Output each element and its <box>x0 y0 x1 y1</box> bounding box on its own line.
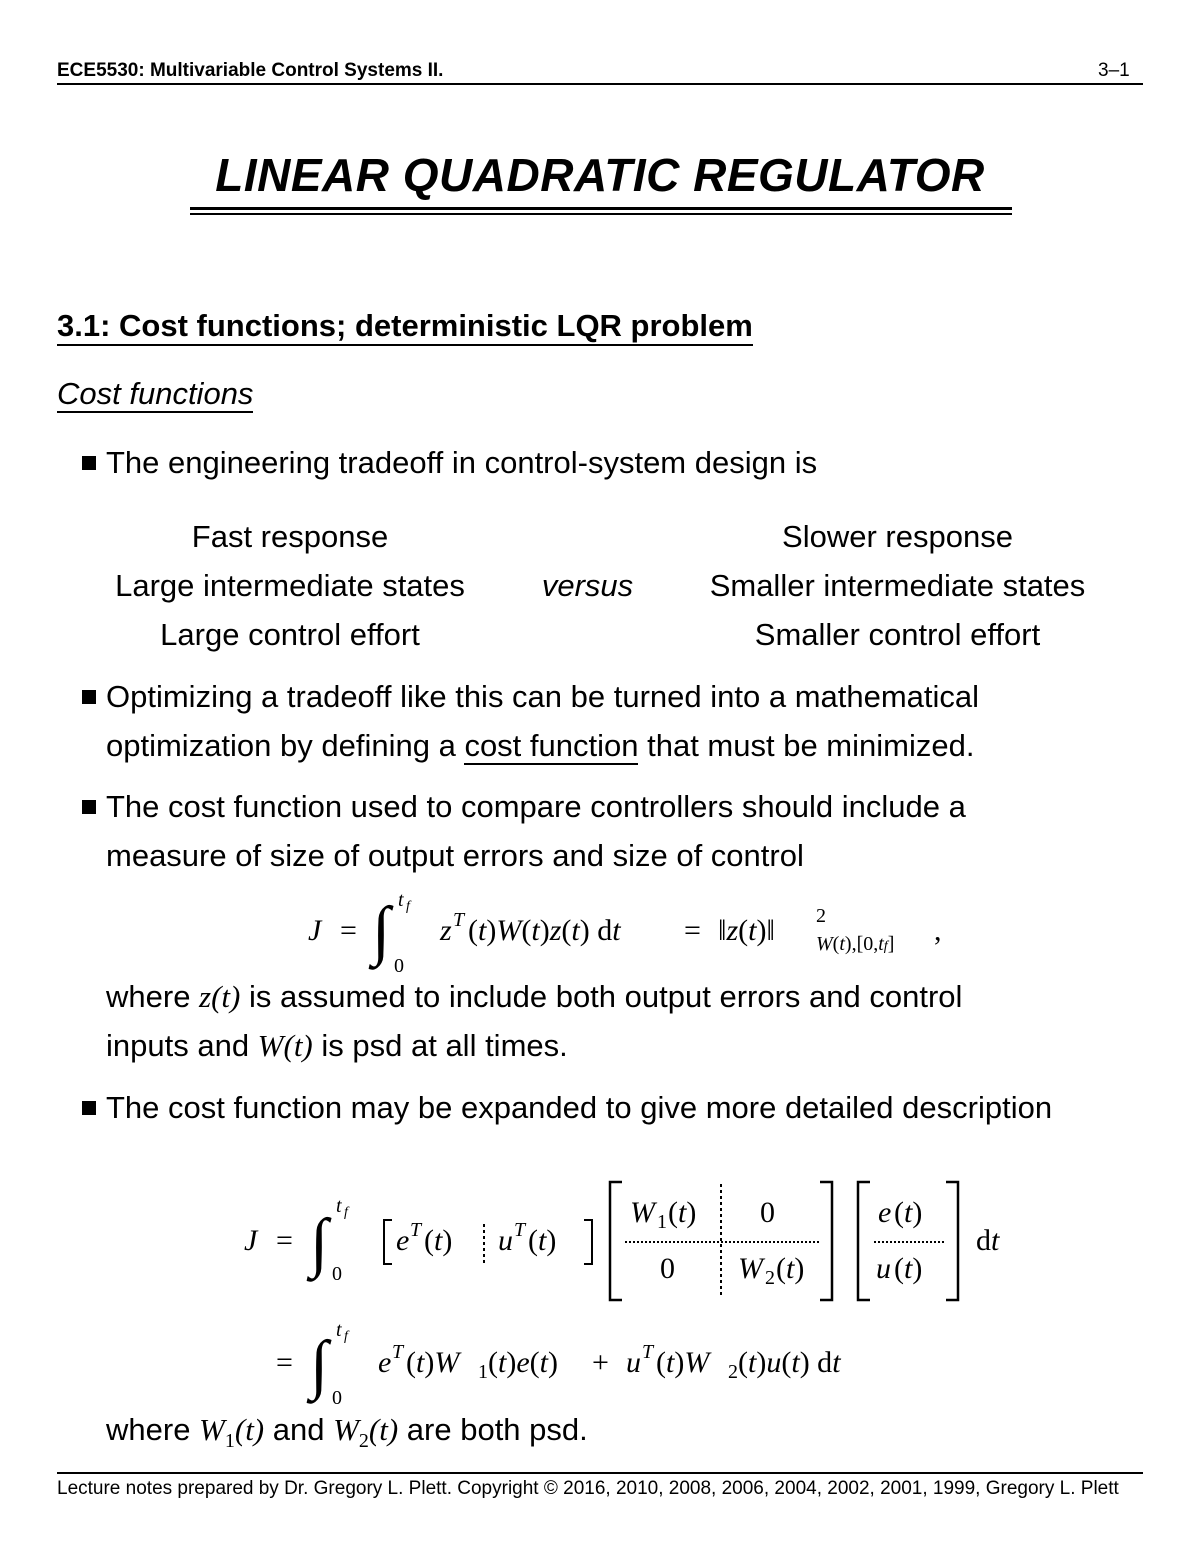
svg-text:0: 0 <box>660 1252 675 1285</box>
svg-text:u: u <box>876 1252 891 1285</box>
svg-text:=: = <box>684 914 701 947</box>
svg-text:∫: ∫ <box>310 1328 329 1401</box>
bullet-icon <box>82 690 96 704</box>
equation-explanation: where z(t) is assumed to include both output errors and control inputs and W(t) is psd at all times. <box>106 979 963 1063</box>
math-w1-of-t: $W_1(t)$ <box>199 1412 265 1453</box>
cost-function-term: cost function <box>464 728 639 763</box>
svg-text:‖z(t)‖: ‖z(t)‖ <box>718 914 775 947</box>
math-w-of-t: W(t) <box>257 1028 313 1063</box>
bullet-text: The cost function used to compare controllers should include a measure of size of output errors and size of control <box>106 789 966 873</box>
svg-text:t: t <box>336 1195 342 1217</box>
tradeoff-left-item: Fast response <box>191 519 389 554</box>
svg-text:t: t <box>336 1319 342 1341</box>
svg-text:e: e <box>378 1346 392 1379</box>
bullet-text: The engineering tradeoff in control-system design is <box>106 445 818 480</box>
svg-text:(t)W(t)z(t) dt: (t)W(t)z(t) dt <box>468 914 621 947</box>
math-w2-of-t: $W_2(t)$ <box>333 1412 399 1453</box>
svg-text:u: u <box>498 1224 513 1257</box>
svg-text:f: f <box>344 1205 348 1220</box>
tradeoff-right-item: Smaller intermediate states <box>709 568 1086 603</box>
svg-text:(t): (t) <box>894 1252 923 1285</box>
tradeoff-left-column <box>60 512 520 659</box>
tradeoff-right-item: Slower response <box>782 519 1013 554</box>
svg-text:J: J <box>244 1224 258 1257</box>
bullet-icon <box>82 800 96 814</box>
svg-text:u: u <box>626 1346 641 1379</box>
svg-text:dt: dt <box>976 1224 1000 1257</box>
svg-text:0: 0 <box>332 1387 342 1409</box>
bullet-icon <box>82 1101 96 1115</box>
svg-text:(t): (t) <box>528 1224 557 1257</box>
tradeoff-versus: versus <box>541 568 634 603</box>
equation-explanation: where $W_1(t)$ and $W_2(t)$ are both psd. <box>106 1412 588 1453</box>
expanded-cost-equation <box>230 1168 1030 1308</box>
svg-text:∫: ∫ <box>372 894 391 967</box>
title-rule <box>190 207 1012 210</box>
svg-text:0: 0 <box>760 1196 775 1229</box>
svg-text:T: T <box>392 1341 404 1363</box>
cost-function-equation <box>290 880 970 980</box>
header-rule <box>57 83 1143 85</box>
svg-text:=: = <box>340 914 357 947</box>
svg-text:T: T <box>410 1219 422 1241</box>
svg-text:=: = <box>276 1224 293 1257</box>
svg-text:(t): (t) <box>668 1196 697 1229</box>
svg-text:z: z <box>440 914 452 947</box>
svg-text:1: 1 <box>478 1361 488 1383</box>
svg-text:t: t <box>398 889 404 911</box>
page-title: LINEAR QUADRATIC REGULATOR <box>215 149 985 201</box>
expanded-cost-sum-equation <box>270 1316 910 1416</box>
title-rule <box>190 213 1012 215</box>
svg-text:(t)W: (t)W <box>656 1346 710 1379</box>
svg-text:T: T <box>514 1219 526 1241</box>
svg-text:J: J <box>308 914 322 947</box>
svg-text:(t): (t) <box>894 1196 923 1229</box>
section-heading: 3.1: Cost functions; deterministic LQR problem <box>57 308 753 344</box>
svg-text:(t)W: (t)W <box>406 1346 460 1379</box>
svg-text:∫: ∫ <box>310 1206 329 1279</box>
tradeoff-left-item: Large control effort <box>160 617 420 652</box>
tradeoff-left-item: Large intermediate states <box>115 568 465 603</box>
svg-text:W: W <box>738 1252 763 1285</box>
svg-text:0: 0 <box>394 955 404 977</box>
svg-text:0: 0 <box>332 1263 342 1285</box>
bullet-text: The cost function may be expanded to give more detailed description <box>106 1090 1053 1125</box>
svg-text:(t): (t) <box>776 1252 805 1285</box>
svg-text:+: + <box>592 1346 609 1379</box>
math-z-of-t: z(t) <box>199 979 241 1014</box>
svg-text:T: T <box>642 1341 654 1363</box>
svg-text:1: 1 <box>657 1211 667 1233</box>
footer-rule <box>57 1472 1143 1474</box>
footer-copyright: Lecture notes prepared by Dr. Gregory L. Plett. Copyright © 2016, 2010, 2008, 2006, 2004, 2002, 2001, 1999, Gregory L. Plett <box>57 1478 1119 1499</box>
subsection-heading: Cost functions <box>57 376 254 411</box>
svg-text:2: 2 <box>728 1361 738 1383</box>
svg-text:f: f <box>344 1329 348 1344</box>
svg-text:W(t),[0,tf]: W(t),[0,tf] <box>816 933 895 955</box>
svg-text:T: T <box>453 909 465 931</box>
svg-text:,: , <box>934 914 942 947</box>
svg-text:e: e <box>396 1224 410 1257</box>
course-header: ECE5530: Multivariable Control Systems II. <box>57 60 444 81</box>
svg-text:f: f <box>406 899 410 914</box>
svg-text:=: = <box>276 1346 293 1379</box>
svg-text:(t)e(t): (t)e(t) <box>488 1346 559 1379</box>
svg-text:W: W <box>630 1196 655 1229</box>
tradeoff-right-column <box>690 512 1105 659</box>
svg-text:2: 2 <box>765 1267 775 1289</box>
svg-text:e: e <box>878 1196 892 1229</box>
bullet-icon <box>82 456 96 470</box>
svg-text:(t): (t) <box>424 1224 453 1257</box>
bullet-text: Optimizing a tradeoff like this can be turned into a mathematical optimization by defining a cost function that must be minimized. <box>106 679 980 763</box>
svg-text:2: 2 <box>816 905 826 927</box>
svg-text:(t)u(t) dt: (t)u(t) dt <box>738 1346 841 1379</box>
page-number: 3–1 <box>1098 60 1130 81</box>
tradeoff-right-item: Smaller control effort <box>754 617 1041 652</box>
